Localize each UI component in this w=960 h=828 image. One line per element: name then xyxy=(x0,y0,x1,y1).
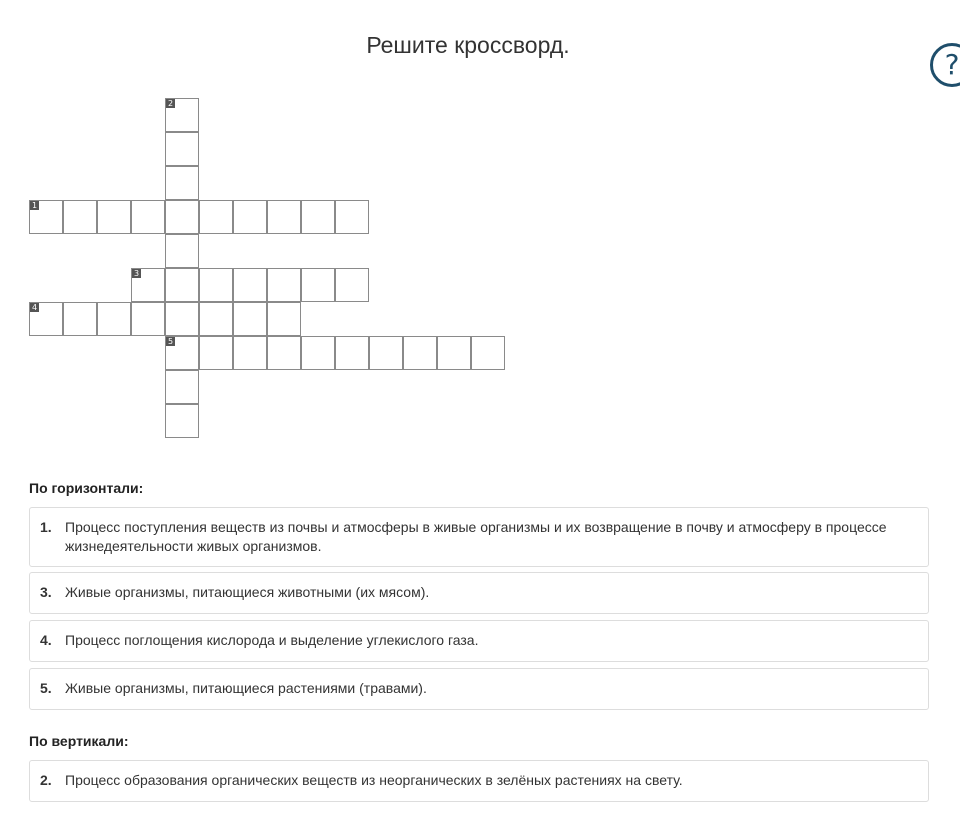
crossword-cell[interactable] xyxy=(165,166,199,200)
clue-number: 3. xyxy=(40,584,52,600)
crossword-cell[interactable] xyxy=(199,336,233,370)
crossword-cell[interactable] xyxy=(165,370,199,404)
clue-text: Процесс поступления веществ из почвы и атмосферы в живые организмы и их возвращение в почву и атмосферу в процессе жизнедеятельности живых организмов. xyxy=(65,519,887,554)
crossword-cell[interactable] xyxy=(403,336,437,370)
crossword-cell[interactable] xyxy=(369,336,403,370)
crossword-cell[interactable] xyxy=(63,200,97,234)
crossword-cell[interactable] xyxy=(233,268,267,302)
cell-number-label: 4 xyxy=(32,303,38,312)
crossword-cell[interactable] xyxy=(267,268,301,302)
crossword-cell[interactable] xyxy=(199,268,233,302)
page-title: Решите кроссворд. xyxy=(366,32,570,58)
crossword-cell[interactable] xyxy=(97,200,131,234)
cell-number-label: 1 xyxy=(32,201,38,210)
crossword-cell[interactable] xyxy=(63,302,97,336)
crossword-cell[interactable] xyxy=(29,200,63,234)
crossword-cell[interactable] xyxy=(165,404,199,438)
clue-text: Процесс поглощения кислорода и выделение углекислого газа. xyxy=(65,632,479,648)
clue-number: 5. xyxy=(40,680,52,696)
clue-down-2 xyxy=(29,760,929,802)
clue-text: Живые организмы, питающиеся животными (их мясом). xyxy=(65,584,430,600)
clue-across-1 xyxy=(29,507,929,567)
crossword-cell[interactable] xyxy=(233,302,267,336)
crossword-cell[interactable] xyxy=(165,234,199,268)
clue-number: 4. xyxy=(40,632,52,648)
crossword-cell[interactable] xyxy=(131,200,165,234)
across-heading: По горизонтали: xyxy=(29,480,144,496)
help-button[interactable]: ? xyxy=(930,43,960,87)
clue-text: Живые организмы, питающиеся растениями (травами). xyxy=(65,680,427,696)
clue-across-3 xyxy=(29,572,929,614)
down-heading: По вертикали: xyxy=(29,733,129,749)
clue-number: 1. xyxy=(40,519,52,535)
cell-number-label: 2 xyxy=(168,99,174,108)
crossword-cell[interactable] xyxy=(165,302,199,336)
crossword-cell[interactable] xyxy=(301,336,335,370)
crossword-cell[interactable] xyxy=(199,302,233,336)
crossword-cell[interactable] xyxy=(267,336,301,370)
crossword-cell[interactable] xyxy=(165,268,199,302)
crossword-cell[interactable] xyxy=(301,200,335,234)
crossword-cell[interactable] xyxy=(165,336,199,370)
crossword-cell[interactable] xyxy=(131,302,165,336)
crossword-cell[interactable] xyxy=(165,200,199,234)
crossword-cell[interactable] xyxy=(165,98,199,132)
crossword-cell[interactable] xyxy=(233,200,267,234)
crossword-cell[interactable] xyxy=(267,302,301,336)
crossword-cell[interactable] xyxy=(301,268,335,302)
crossword-cell[interactable] xyxy=(131,268,165,302)
clue-text: Процесс образования органических веществ из неорганических в зелёных растениях на свету. xyxy=(65,772,683,788)
clue-number: 2. xyxy=(40,772,52,788)
crossword-cell[interactable] xyxy=(471,336,505,370)
crossword-cell[interactable] xyxy=(335,200,369,234)
crossword-cell[interactable] xyxy=(29,302,63,336)
cell-number-label: 3 xyxy=(134,269,140,278)
crossword-cell[interactable] xyxy=(335,268,369,302)
cell-number-label: 5 xyxy=(168,337,174,346)
clue-across-5 xyxy=(29,668,929,710)
crossword-cell[interactable] xyxy=(199,200,233,234)
crossword-cell[interactable] xyxy=(97,302,131,336)
crossword-cell[interactable] xyxy=(335,336,369,370)
crossword-cell[interactable] xyxy=(233,336,267,370)
crossword-cell[interactable] xyxy=(165,132,199,166)
crossword-cell[interactable] xyxy=(267,200,301,234)
clue-across-4 xyxy=(29,620,929,662)
crossword-cell[interactable] xyxy=(437,336,471,370)
